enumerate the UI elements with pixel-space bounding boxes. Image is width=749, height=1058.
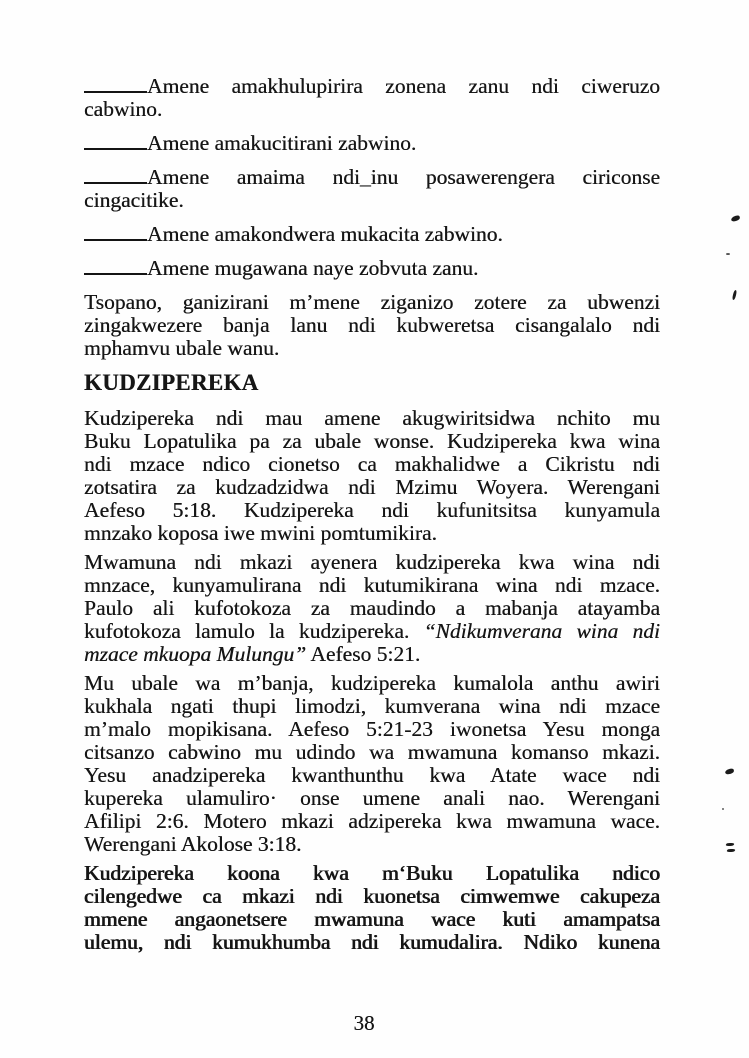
text-line — [84, 810, 660, 833]
fill-in-item-3 — [84, 166, 660, 212]
text-line — [84, 718, 660, 741]
line-text: kukhala ngati thupi limodzi, kumverana wina ndi mzace — [84, 694, 660, 718]
line-text: cilengedwe ca mkazi ndi kuonetsa cimwemwe cakupeza — [84, 884, 660, 908]
scan-speck — [730, 215, 740, 223]
line-text: mnzako koposa iwe mwini pomtumikira. — [84, 521, 437, 545]
line-text: Amene mugawana naye zobvuta zanu. — [147, 256, 479, 280]
text-line — [84, 522, 660, 545]
text-line — [84, 75, 660, 98]
text-line — [84, 499, 660, 522]
paragraph-mu-ubale — [84, 672, 660, 856]
scan-speck — [726, 849, 735, 852]
fill-in-item-2 — [84, 132, 660, 155]
blank-answer-line — [84, 147, 147, 150]
line-text: zotsatira za kudzadzidwa ndi Mzimu Woyera. Werengani — [84, 475, 660, 499]
text-column — [84, 75, 660, 960]
text-line — [84, 337, 660, 360]
line-text: Werengani Akolose 3:18. — [84, 832, 302, 856]
line-text: mnzace, kunyamulirana ndi kutumikirana wina ndi mzace. — [84, 573, 660, 597]
line-text: Amene amakucitirani zabwino. — [147, 131, 417, 155]
line-text: Afilipi 2:6. Motero mkazi adzipereka kwa mwamuna wace. — [84, 809, 660, 833]
scan-speck — [722, 808, 724, 810]
fill-in-item-5 — [84, 257, 660, 280]
line-text: Amene amakondwera mukacita zabwino. — [147, 222, 503, 246]
scan-speck — [732, 290, 737, 300]
text-line — [84, 453, 660, 476]
text-line — [84, 551, 660, 574]
line-text: kupereka ulamuliro· onse umene anali nao. Werengani — [84, 786, 660, 810]
line-text: Mwamuna ndi mkazi ayenera kudzipereka kwa wina ndi — [84, 550, 660, 574]
text-line — [84, 620, 660, 643]
text-line — [84, 672, 660, 695]
text-line — [84, 597, 660, 620]
text-line — [84, 695, 660, 718]
line-text: m’malo mopikisana. Aefeso 5:21-23 iwonetsa Yesu monga — [84, 717, 660, 741]
text-line — [84, 257, 660, 280]
text-line — [84, 787, 660, 810]
text-line — [84, 931, 660, 954]
text-line — [84, 476, 660, 499]
text-line — [84, 574, 660, 597]
page-number: 38 — [353, 1011, 375, 1035]
paragraph-tsopano — [84, 291, 660, 360]
line-text: Mu ubale wa m’banja, kudzipereka kumalola anthu awiri — [84, 671, 660, 695]
blank-answer-line — [84, 181, 147, 184]
scripture-quote-italic: mzace mkuopa Mulungu” — [84, 642, 307, 666]
text-line — [84, 862, 660, 885]
blank-answer-line — [84, 90, 147, 93]
section-heading: KUDZIPEREKA — [84, 370, 259, 395]
line-text: Amene amaima ndi_inu posawerengera ciriconse — [147, 165, 660, 189]
text-line — [84, 764, 660, 787]
text-line — [84, 833, 660, 856]
line-text: citsanzo cabwino mu udindo wa mwamuna komanso mkazi. — [84, 740, 660, 764]
text-line — [84, 166, 660, 189]
text-line — [84, 430, 660, 453]
line-text: mphamvu ubale wanu. — [84, 336, 280, 360]
line-text: Yesu anadzipereka kwanthunthu kwa Atate wace ndi — [84, 763, 660, 787]
line-text: Tsopano, ganizirani m’mene ziganizo zotere za ubwenzi — [84, 290, 660, 314]
blank-answer-line — [84, 272, 147, 275]
line-text: Amene amakhulupirira zonena zanu ndi ciweruzo — [147, 74, 660, 98]
paragraph-mwamuna — [84, 551, 660, 666]
text-line — [84, 291, 660, 314]
blank-answer-line — [84, 238, 147, 241]
text-line — [84, 223, 660, 246]
line-text: Paulo ali kufotokoza za maudindo a mabanja atayamba — [84, 596, 660, 620]
text-line — [84, 407, 660, 430]
line-text: cabwino. — [84, 97, 163, 121]
paragraph-koona — [84, 862, 660, 954]
text-line — [84, 132, 660, 155]
line-text: Aefeso 5:21. — [306, 642, 421, 666]
text-line — [84, 908, 660, 931]
text-line — [84, 98, 660, 121]
line-text: Aefeso 5:18. Kudzipereka ndi kufunitsitsa kunyamula — [84, 498, 660, 522]
fill-in-item-4 — [84, 223, 660, 246]
scripture-quote-italic: “Ndikumverana wina ndi — [423, 619, 660, 643]
line-text: cingacitike. — [84, 188, 184, 212]
text-line — [84, 643, 660, 666]
line-text: kufotokoza lamulo la kudzipereka. — [84, 619, 424, 643]
scan-speck — [726, 253, 730, 255]
scan-speck — [725, 768, 735, 775]
paragraph-kudzipereka — [84, 407, 660, 545]
line-text: mmene angaonetsere mwamuna wace kuti amampatsa — [84, 907, 660, 931]
scan-speck — [725, 843, 734, 846]
line-text: ulemu, ndi kumukhumba ndi kumudalira. Ndiko kunena — [84, 930, 660, 954]
text-line — [84, 741, 660, 764]
line-text: Kudzipereka koona kwa m‘Buku Lopatulika ndico — [84, 861, 660, 885]
text-line — [84, 885, 660, 908]
line-text: zingakwezere banja lanu ndi kubweretsa cisangalalo ndi — [84, 313, 660, 337]
line-text: ndi mzace ndico cionetso ca makhalidwe a Cikristu ndi — [84, 452, 660, 476]
text-line — [84, 189, 660, 212]
line-text: Kudzipereka ndi mau amene akugwiritsidwa nchito mu — [84, 406, 660, 430]
text-line — [84, 314, 660, 337]
fill-in-item-1 — [84, 75, 660, 121]
line-text: Buku Lopatulika pa za ubale wonse. Kudzipereka kwa wina — [84, 429, 660, 453]
